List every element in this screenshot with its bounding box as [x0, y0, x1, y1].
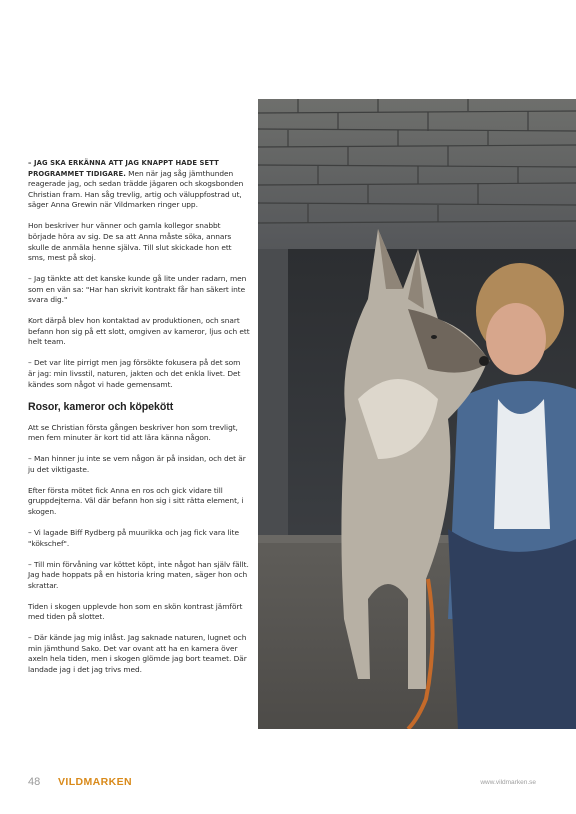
paragraph-3: – Jag tänkte att det kanske kunde gå lite under radarn, men som en vän sa: "Har han skrivit kontrakt får han säkert inte svara dig." [28, 274, 247, 305]
paragraph-8: Efter första mötet fick Anna en ros och gick vidare till gruppdejterna. Väl där befann hon sig i sitt rätta element, i skogen. [28, 485, 244, 516]
lead-in: – JAG SKA ERKÄNNA ATT JAG KNAPPT HADE SETT PROGRAMMET TIDIGARE. [28, 159, 219, 178]
website-url: www.vildmarken.se [480, 779, 536, 786]
paragraph-9: – Vi lagade Biff Rydberg på muurikka och jag fick vara lite "kökschef". [28, 527, 239, 548]
paragraph-4: Kort därpå blev hon kontaktad av produktionen, och snart befann hon sig på ett slott, omgiven av kameror, ljus och ett helt team. [28, 316, 250, 347]
section-heading: Rosor, kameror och köpekött [28, 400, 174, 413]
magazine-brand: VILDMARKEN [58, 776, 132, 788]
paragraph-10: – Till min förvåning var köttet köpt, inte något han själv fällt. Jag hade hoppats på en historia kring maten, säger hon och skrattar. [28, 559, 249, 590]
paragraph-2: Hon beskriver hur vänner och gamla kollegor snabbt började höra av sig. De sa att Anna måste söka, annars skulle de anmäla henne själva. Till slut skickade hon ett sms, mest på skoj. [28, 221, 232, 263]
photo-woman-with-dog [258, 99, 576, 729]
article-body [28, 158, 250, 686]
paragraph-text: Men när jag såg jämthunden reagerade jag, och sedan trädde jägaren och skogsbonden Christian fram. Han såg trevlig, artig och väluppfostrad ut, säger Anna Grewin när Vildmarken ringer upp. [28, 168, 244, 210]
paragraph-11: Tiden i skogen upplevde hon som en skön kontrast jämfört med tiden på slottet. [28, 601, 243, 622]
paragraph-1 [28, 158, 250, 211]
paragraph-6: Att se Christian första gången beskriver hon som trevligt, men fem minuter är kort tid att lära känna någon. [28, 422, 238, 443]
page-number: 48 [28, 776, 41, 788]
article-photo [258, 99, 576, 729]
paragraph-5: – Det var lite pirrigt men jag försökte fokusera på det som är jag: min livsstil, naturen, jakten och det enkla livet. Det kändes som något vi hade gemensamt. [28, 358, 241, 389]
paragraph-12: – Där kände jag mig inlåst. Jag saknade naturen, lugnet och min jämthund Sako. Det var ovant att ha en kamera över axeln hela tiden, men i skogen glömde jag bort teamet. Där landade jag i det jag trivs med. [28, 633, 247, 675]
paragraph-7: – Man hinner ju inte se vem någon är på insidan, och det är ju det viktigaste. [28, 454, 246, 474]
